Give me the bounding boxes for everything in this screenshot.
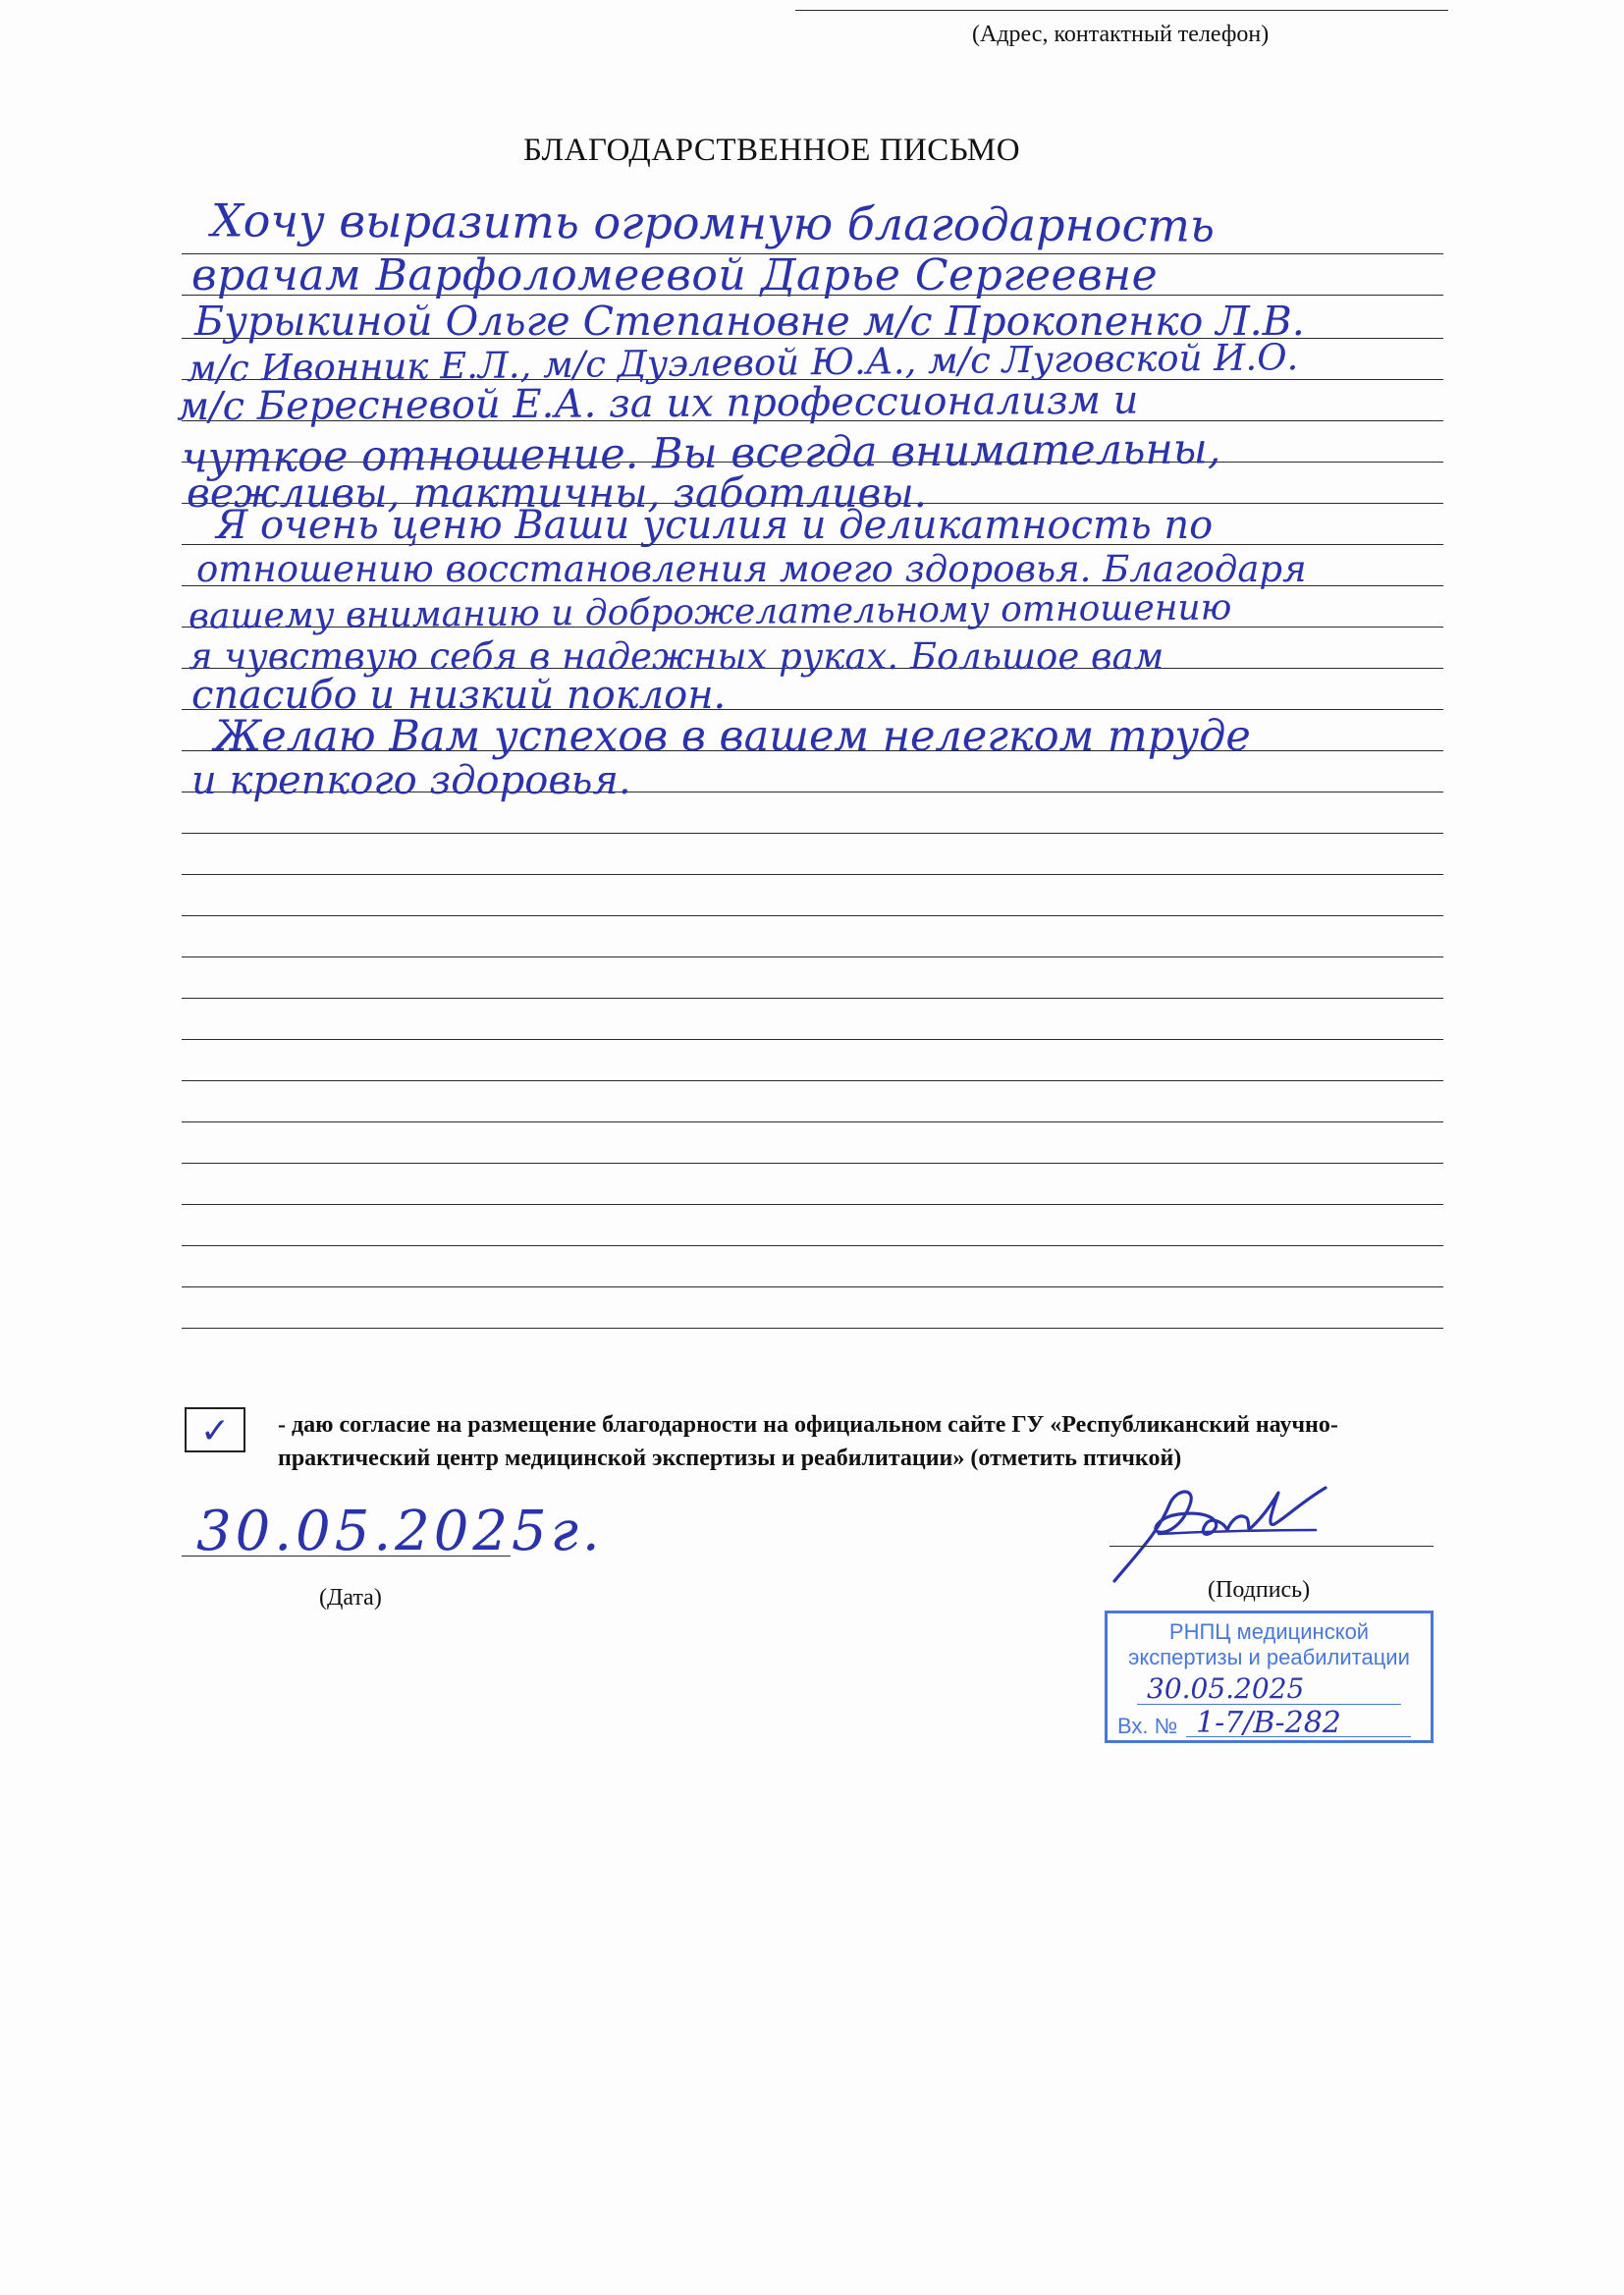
date-value: 30.05.2025г. (196, 1500, 604, 1563)
consent-checkbox[interactable] (185, 1407, 245, 1452)
ruled-line (182, 1245, 1443, 1246)
signature-caption: (Подпись) (1208, 1577, 1311, 1603)
letter-line: отношению восстановления моего здоровья. Благодаря (196, 548, 1307, 590)
date-caption: (Дата) (319, 1585, 382, 1611)
ruled-line (182, 1039, 1443, 1040)
registration-stamp (1105, 1611, 1434, 1743)
address-rule (795, 10, 1448, 11)
letter-line: Бурыкиной Ольге Степановне м/с Прокопенко Л.В. (194, 298, 1305, 345)
ruled-line (182, 1328, 1443, 1329)
ruled-line (182, 956, 1443, 957)
stamp-date: 30.05.2025 (1147, 1672, 1305, 1705)
letter-line: Хочу выразить огромную благодарность (210, 193, 1216, 252)
letter-line: и крепкого здоровья. (191, 758, 631, 803)
letter-line: Я очень ценю Ваши усилия и деликатность по (216, 503, 1214, 548)
stamp-number: 1-7/В-282 (1196, 1706, 1341, 1740)
checkmark-icon: ✓ (200, 1411, 231, 1451)
ruled-line (182, 1163, 1443, 1164)
date-rule (182, 1556, 511, 1557)
stamp-number-label: Вх. № (1117, 1714, 1178, 1738)
stamp-date-rule (1137, 1704, 1401, 1705)
ruled-line (182, 874, 1443, 875)
letter-line: чуткое отношение. Вы всегда внимательны, (181, 424, 1221, 483)
ruled-line (182, 998, 1443, 999)
letter-line: м/с Бересневой Е.А. за их профессионализм и (176, 377, 1139, 430)
page-title: БЛАГОДАРСТВЕННОЕ ПИСЬМО (523, 133, 1021, 168)
letter-line: м/с Ивонник Е.Л., м/с Дуэлевой Ю.А., м/с Луговской И.О. (186, 336, 1299, 390)
stamp-org-line2: экспертизы и реабилитации (1128, 1645, 1410, 1669)
address-caption: (Адрес, контактный телефон) (972, 22, 1270, 47)
letter-line: врачам Варфоломеевой Дарье Сергеевне (191, 250, 1159, 301)
letter-line: вашему вниманию и доброжелательному отношению (188, 587, 1232, 637)
ruled-line (182, 915, 1443, 916)
signature-rule (1110, 1546, 1434, 1547)
handwritten-signature (1100, 1473, 1345, 1591)
consent-text-line1: - даю согласие на размещение благодарности на официальном сайте ГУ «Республиканский научно- (278, 1412, 1338, 1438)
letter-line: вежливы, тактичны, заботливы. (187, 469, 927, 517)
ruled-line (182, 1204, 1443, 1205)
letter-line: Желаю Вам успехов в вашем нелегком труде (214, 712, 1251, 761)
ruled-line (182, 1080, 1443, 1081)
letter-line: спасибо и низкий поклон. (191, 673, 727, 718)
consent-text-line2: практический центр медицинской экспертизы и реабилитации» (отметить птичкой) (278, 1446, 1182, 1471)
letter-line: я чувствую себя в надежных руках. Большое вам (189, 635, 1164, 678)
ruled-line (182, 833, 1443, 834)
ruled-line (182, 1286, 1443, 1287)
ruled-line (182, 1121, 1443, 1122)
stamp-org-line1: РНПЦ медицинской (1168, 1619, 1370, 1644)
stamp-number-rule (1186, 1736, 1411, 1737)
